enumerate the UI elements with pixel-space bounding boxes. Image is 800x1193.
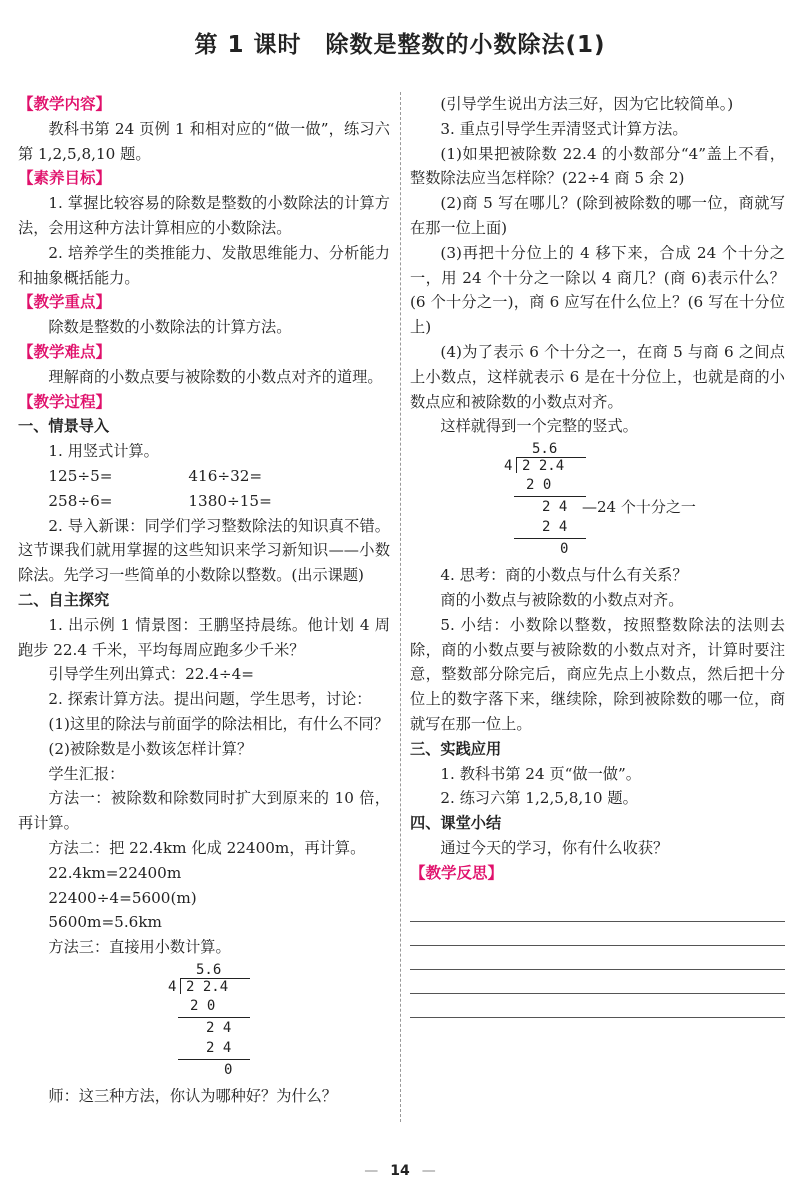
writing-line: [410, 946, 785, 970]
calc-remainder: 0: [560, 541, 569, 558]
calc-bracket-side: [180, 978, 181, 994]
calc-step-3: 2 4: [542, 519, 568, 536]
calc-line-2: [514, 538, 586, 539]
section-3-p2: 2. 练习六第 1,2,5,8,10 题。: [440, 789, 638, 808]
exercise-row-2: [18, 489, 390, 514]
calc-divisor: 4: [168, 978, 177, 995]
calc-step-2: 2 4: [206, 1019, 232, 1036]
calc-remainder: 0: [224, 1061, 233, 1078]
right-p4: (2)商 5 写在哪儿？(除到被除数的哪一位，商就写在那一位上面): [410, 194, 785, 237]
calc-step-1: 2 0: [526, 477, 552, 494]
calc-annotation: —24 个十分之一: [582, 498, 696, 517]
exercise-row-1: [18, 464, 390, 489]
right-p6: (4)为了表示 6 个十分之一，在商 5 与商 6 之间点上小数点，这样就表示 6 是在十分位上，也就是商的小数点应和被除数的小数点对齐。: [410, 342, 785, 411]
calc-step-2: 2 4: [542, 499, 568, 516]
page-footer: [0, 1163, 800, 1179]
left-column: [18, 92, 390, 1109]
section-2-p2: 引导学生列出算式：22.4÷4=: [48, 665, 255, 684]
right-p5: (3)再把十分位上的 4 移下来，合成 24 个十分之一，用 24 个十分之一除以 4 商几？(商 6)表示什么？(6 个十分之一)，商 6 应写在什么位上？(6 写在十分位上): [410, 243, 785, 337]
calc-quotient: 5.6: [196, 961, 222, 978]
exercise-3: 258÷6=: [48, 491, 113, 510]
reflection-tag: 【教学反思】: [410, 863, 504, 882]
difficulty-text: 理解商的小数点要与被除数的小数点对齐的道理。: [48, 367, 383, 386]
right-p9: 商的小数点与被除数的小数点对齐。: [440, 590, 684, 609]
calc-divisor: 4: [504, 458, 513, 475]
calc-line-2: [178, 1059, 250, 1060]
writing-line: [410, 994, 785, 1018]
difficulty-tag: 【教学难点】: [18, 342, 112, 361]
section-1-p2: 2. 导入新课：同学们学习整数除法的知识真不错。这节课我们就用掌握的这些知识来学习新知识——小数除法。先学习一些简单的小数除以整数。(出示课题): [18, 516, 390, 585]
writing-line: [410, 898, 785, 922]
content-text: 教科书第 24 页例 1 和相对应的“做一做”，练习六第 1,2,5,8,10 题。: [18, 119, 390, 163]
right-p3: (1)如果把被除数 22.4 的小数部分“4”盖上不看，整数除法应当怎样除？(22÷4 商 5 余 2): [410, 144, 785, 188]
exercise-4: 1380÷15=: [188, 491, 272, 510]
exercise-2: 416÷32=: [188, 466, 263, 485]
section-2-p9: 22.4km=22400m: [48, 863, 182, 882]
page-title: 第 1 课时 除数是整数的小数除法(1): [194, 32, 606, 58]
calc-step-3: 2 4: [206, 1039, 232, 1056]
writing-line: [410, 970, 785, 994]
section-4-p1: 通过今天的学习，你有什么收获？: [440, 838, 669, 857]
footer-dash-right: —: [421, 1163, 436, 1179]
calc-dividend: 2 2.4: [522, 458, 565, 475]
section-2-p3: 2. 探索计算方法。提出问题，学生思考，讨论：: [48, 690, 372, 709]
page-number: 14: [390, 1163, 410, 1179]
right-p2: 3. 重点引导学生弄清竖式计算方法。: [440, 119, 688, 138]
section-2-title: 二、自主探究: [18, 590, 110, 609]
writing-line: [410, 922, 785, 946]
section-2-p6: 学生汇报：: [48, 764, 125, 783]
long-division-right: [410, 439, 785, 563]
reflection-lines: [410, 898, 785, 1018]
key-text: 除数是整数的小数除法的计算方法。: [48, 318, 292, 337]
right-p7: 这样就得到一个完整的竖式。: [440, 417, 638, 436]
goals-tag: 【素养目标】: [18, 169, 112, 188]
column-divider: [400, 92, 401, 1122]
right-p8: 4. 思考：商的小数点与什么有关系？: [440, 566, 688, 585]
right-p1: (引导学生说出方法三好，因为它比较简单。): [440, 95, 734, 113]
calc-dividend: 2 2.4: [186, 978, 229, 995]
key-tag: 【教学重点】: [18, 293, 112, 312]
calc-line-1: [514, 496, 586, 497]
calc-bracket-side: [516, 457, 517, 473]
section-2-p10: 22400÷4=5600(m): [48, 888, 197, 907]
content-tag: 【教学内容】: [18, 95, 112, 113]
section-4-title: 四、课堂小结: [410, 814, 502, 833]
long-division-left: [18, 960, 390, 1084]
goal-2: 2. 培养学生的类推能力、发散思维能力、分析能力和抽象概括能力。: [18, 243, 390, 287]
section-2-p7: 方法一：被除数和除数同时扩大到原来的 10 倍，再计算。: [18, 789, 390, 833]
section-2-p13: 师：这三种方法，你认为哪种好？为什么？: [48, 1086, 337, 1105]
footer-dash-left: —: [364, 1163, 379, 1179]
section-3-p1: 1. 教科书第 24 页“做一做”。: [440, 764, 641, 783]
section-2-p1: 1. 出示例 1 情景图：王鹏坚持晨练。他计划 4 周跑步 22.4 千米，平均每周应跑多少千米？: [18, 615, 390, 659]
goal-1: 1. 掌握比较容易的除数是整数的小数除法的计算方法，会用这种方法计算相应的小数除法。: [18, 194, 390, 237]
section-2-p11: 5600m=5.6km: [48, 913, 162, 932]
section-3-title: 三、实践应用: [410, 739, 502, 758]
right-column: [410, 92, 785, 1018]
process-tag: 【教学过程】: [18, 392, 112, 411]
section-1-title: 一、情景导入: [18, 417, 110, 436]
section-2-p4: (1)这里的除法与前面学的除法相比，有什么不同？: [48, 714, 389, 733]
exercise-1: 125÷5=: [48, 466, 113, 485]
section-2-p5: (2)被除数是小数该怎样计算？: [48, 739, 253, 758]
section-1-p1: 1. 用竖式计算。: [48, 442, 159, 461]
calc-step-1: 2 0: [190, 997, 216, 1014]
section-2-p8: 方法二：把 22.4km 化成 22400m，再计算。: [48, 838, 366, 857]
section-2-p12: 方法三：直接用小数计算。: [48, 938, 231, 957]
calc-quotient: 5.6: [532, 441, 558, 458]
calc-line-1: [178, 1017, 250, 1018]
right-p10: 5. 小结：小数除以整数，按照整数除法的法则去除，商的小数点要与被除数的小数点对齐，计算时要注意，整数部分除完后，商应先点上小数点，然后把十分位上的数字落下来，继续除，除到被除数的哪一位，商就写在那一位上。: [410, 615, 785, 733]
